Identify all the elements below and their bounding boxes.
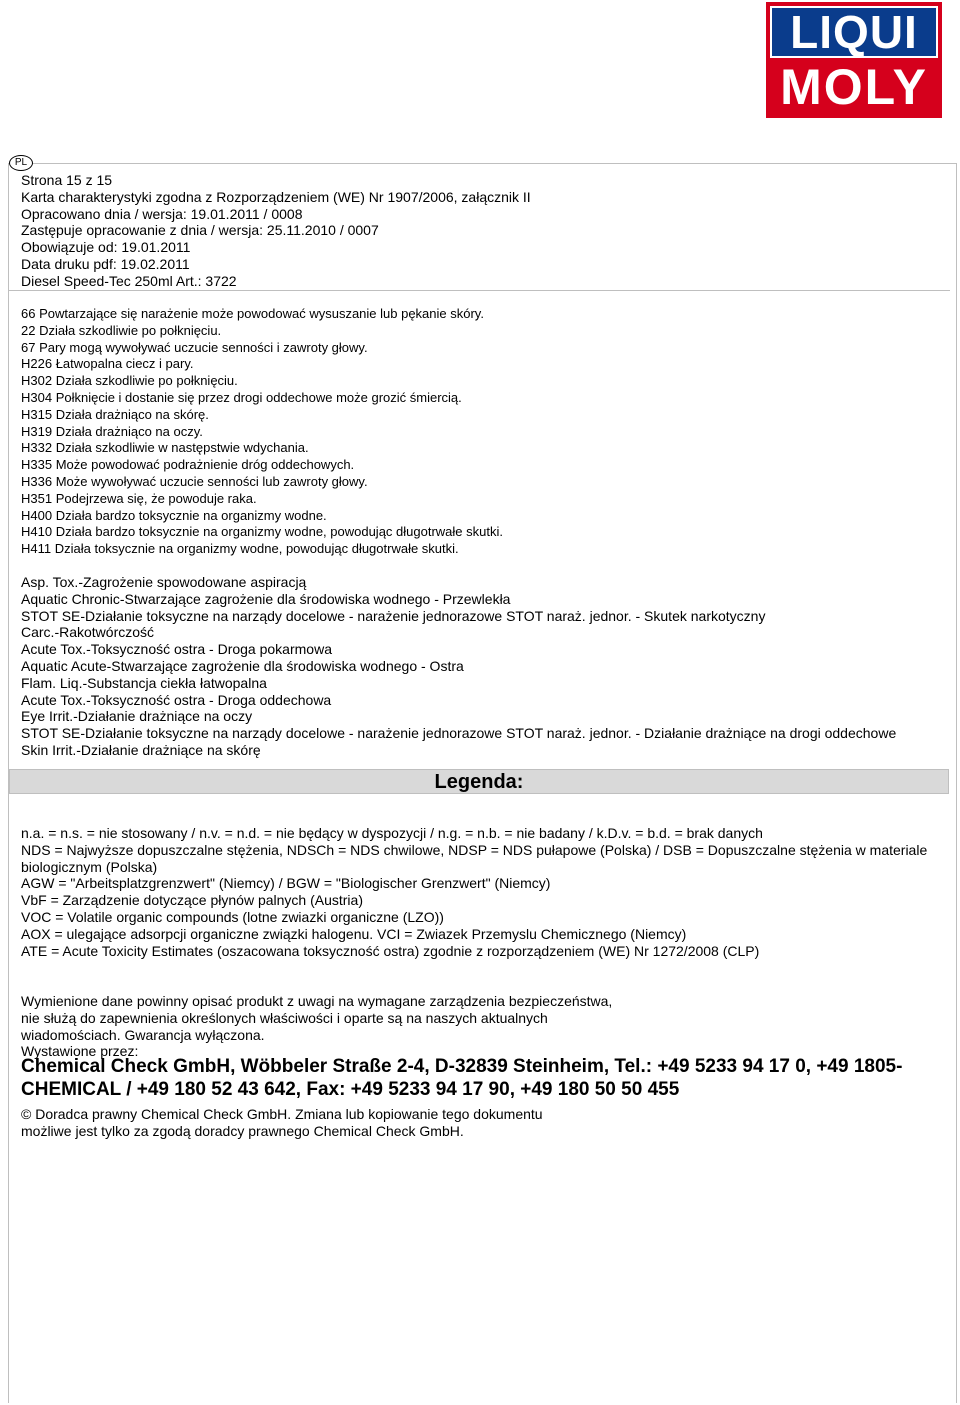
list-item: H336 Może wywoływać uczucie senności lub zawroty głowy. [21,473,368,489]
hazard-class-list [21,574,896,759]
list-item: Carc.-Rakotwórczość [21,624,155,641]
header-divider [8,290,950,291]
list-item: Acute Tox.-Toksyczność ostra - Droga pokarmowa [21,641,332,658]
list-item: AOX = ulegające adsorpcji organiczne związki halogenu. VCI = Zwiazek Przemyslu Chemicznego (Niemcy) [21,925,687,942]
version-info: Opracowano dnia / wersja: 19.01.2011 / 0008 [21,205,303,222]
list-item: Flam. Liq.-Substancja ciekła łatwopalna [21,674,267,691]
list-item: STOT SE-Działanie toksyczne na narządy docelowe - narażenie jednorazowe STOT naraż. jednor. - Skutek narkotyczny [21,607,766,624]
disclaimer-line: Wymienione dane powinny opisać produkt z uwagi na wymagane zarządzenia bezpieczeństwa, [21,993,613,1009]
list-item: NDS = Najwyższe dopuszczalne stężenia, NDSCh = NDS chwilowe, NDSP = NDS pułapowe (Polska) / DSB = Dopuszczalne stężenia w materiale biologicznym (Polska) [21,841,928,875]
list-item: H319 Działa drażniąco na oczy. [21,423,203,439]
list-item: H400 Działa bardzo toksycznie na organizmy wodne. [21,507,327,523]
list-item: STOT SE-Działanie toksyczne na narządy docelowe - narażenie jednorazowe STOT naraż. jednor. - Działanie drażniące na drogi oddechowe [21,725,897,742]
list-item: VbF = Zarządzenie dotyczące płynów palnych (Austria) [21,892,363,909]
product-name: Diesel Speed-Tec 250ml Art.: 3722 [21,272,237,289]
list-item: AGW = "Arbeitsplatzgrenzwert" (Niemcy) / BGW = "Biologischer Grenzwert" (Niemcy) [21,875,551,892]
list-item: Skin Irrit.-Działanie drażniące na skórę [21,741,261,758]
language-badge: PL [9,155,33,171]
list-item: 67 Pary mogą wywoływać uczucie senności i zawroty głowy. [21,339,368,355]
valid-from: Obowiązuje od: 19.01.2011 [21,239,191,256]
page-number: Strona 15 z 15 [21,172,113,188]
copyright-line: możliwe jest tylko za zgodą doradcy prawnego Chemical Check GmbH. [21,1122,464,1139]
list-item: H351 Podejrzewa się, że powoduje raka. [21,490,257,506]
legend-list [21,825,941,959]
list-item: H315 Działa drażniąco na skórę. [21,406,209,422]
document-header [21,172,531,290]
disclaimer [21,993,612,1060]
list-item: H226 Łatwopalna ciecz i pary. [21,356,194,372]
list-item: H410 Działa bardzo toksycznie na organizmy wodne, powodując długotrwałe skutki. [21,524,503,540]
list-item: H332 Działa szkodliwie w następstwie wdychania. [21,440,309,456]
logo-line-2: MOLY [780,59,928,115]
list-item: Asp. Tox.-Zagrożenie spowodowane aspiracją [21,574,307,590]
list-item: H304 Połknięcie i dostanie się przez drogi oddechowe może grozić śmiercią. [21,389,462,405]
document-type: Karta charakterystyki zgodna z Rozporządzeniem (WE) Nr 1907/2006, załącznik II [21,188,531,205]
list-item: ATE = Acute Toxicity Estimates (oszacowana toksyczność ostra) zgodnie z rozporządzeniem (WE) Nr 1272/2008 (CLP) [21,942,760,959]
hazard-phrase-list [21,306,503,558]
print-date: Data druku pdf: 19.02.2011 [21,255,190,272]
issued-by-label: Wystawione przez: [21,1043,139,1060]
liqui-moly-logo [766,2,942,118]
list-item: n.a. = n.s. = nie stosowany / n.v. = n.d. = nie będący w dyspozycji / n.g. = n.b. = nie badany / k.D.v. = b.d. = brak danych [21,825,763,841]
copyright-notice [21,1106,543,1140]
list-item: Aquatic Acute-Stwarzające zagrożenie dla środowiska wodnego - Ostra [21,657,464,674]
legend-heading: Legenda: [9,769,949,794]
copyright-line: © Doradca prawny Chemical Check GmbH. Zmiana lub kopiowanie tego dokumentu [21,1106,543,1122]
disclaimer-line: nie służą do zapewnienia określonych właściwości i oparte są na naszych aktualnych [21,1009,548,1026]
list-item: H411 Działa toksycznie na organizmy wodne, powodując długotrwałe skutki. [21,541,459,557]
list-item: 66 Powtarzające się narażenie może powodować wysuszanie lub pękanie skóry. [21,306,484,321]
logo-line-1: LIQUI [770,6,938,58]
list-item: VOC = Volatile organic compounds (lotne zwiazki organiczne (LZO)) [21,908,444,925]
issuer-contact: Chemical Check GmbH, Wöbbeler Straße 2-4, D-32839 Steinheim, Tel.: +49 5233 94 17 0, +49 1805-CHEMICAL / +49 180 52 43 642, Fax: +49 5233 94 17 90, +49 180 50 50 455 [21,1056,903,1100]
list-item: Eye Irrit.-Działanie drażniące na oczy [21,708,253,725]
replaces-info: Zastępuje opracowanie z dnia / wersja: 25.11.2010 / 0007 [21,222,379,239]
list-item: Aquatic Chronic-Stwarzające zagrożenie dla środowiska wodnego - Przewlekła [21,590,511,607]
list-item: Acute Tox.-Toksyczność ostra - Droga oddechowa [21,691,332,708]
list-item: 22 Działa szkodliwie po połknięciu. [21,322,222,338]
disclaimer-line: wiadomościach. Gwarancja wyłączona. [21,1026,265,1043]
list-item: H335 Może powodować podrażnienie dróg oddechowych. [21,457,355,473]
list-item: H302 Działa szkodliwie po połknięciu. [21,373,238,389]
